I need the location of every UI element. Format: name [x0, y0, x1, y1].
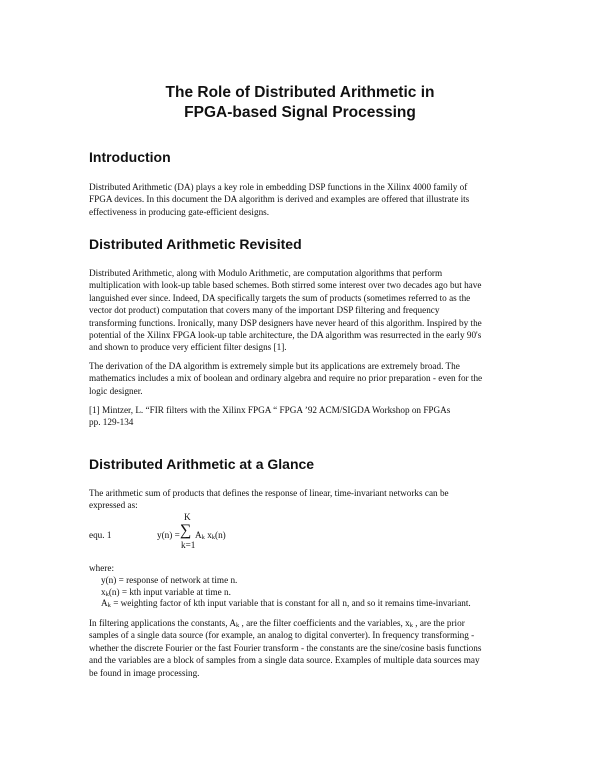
revisited-paragraph-1 [89, 267, 529, 354]
text-line: and the variables are a block of samples from a single data source. Examples of multiple data sources may [89, 655, 480, 666]
summation-upper-limit: K [184, 512, 191, 522]
definition-symbol-end: (n) [108, 587, 120, 597]
text-run: In filtering applications the constants, A [89, 618, 236, 628]
text-line: FPGA devices. In this document the DA algorithm is derived and examples are offered that illustrate its [89, 194, 470, 205]
subscript: k [409, 622, 413, 629]
text-line: potential of the Xilinx FPGA look-up table architecture, the DA algorithm was resurrected in the early 90's [89, 330, 482, 341]
title-line: The Role of Distributed Arithmetic in [165, 84, 435, 101]
summation-symbol: ∑ [180, 522, 192, 539]
reference-citation [89, 404, 529, 429]
equation-lhs: y(n) = [157, 530, 180, 540]
equation-label: equ. 1 [89, 530, 112, 540]
text-line: Distributed Arithmetic, along with Modulo Arithmetic, are computation algorithms that perform [89, 268, 443, 278]
definition-symbol: x [101, 587, 106, 597]
text-line: and shown to produce very efficient filter designs [1]. [89, 342, 287, 353]
text-line: vector dot product) computation that covers many of the important DSP filtering and frequency [89, 305, 440, 316]
glance-intro [89, 487, 529, 512]
definition-row [101, 597, 471, 609]
where-label: where: [89, 563, 114, 573]
text-line: transforming functions. Ironically, many DSP designers have never heard of this algorithm. Inspired by the [89, 317, 482, 328]
text-line: The derivation of the DA algorithm is extremely simple but its applications are extremely broad. The [89, 361, 460, 371]
text-line: multiplication with look-up table based schemes. Both stirred some interest over two decades ago but have [89, 280, 482, 291]
text-line [89, 617, 529, 629]
subscript: k [235, 622, 240, 629]
text-line: whether the discrete Fourier or the fast Fourier transform - the constants are the sine/cosine basis functions [89, 642, 482, 653]
document-title [0, 83, 600, 123]
text-line: languished ever since. Indeed, DA specifically targets the sum of products (sometimes referred to as the [89, 292, 471, 303]
revisited-paragraph-2 [89, 360, 529, 397]
text-line: mathematics includes a mix of boolean and ordinary algebra and require no prior preparation - even for the [89, 373, 483, 384]
title-line: FPGA-based Signal Processing [184, 104, 416, 121]
text-line: effectiveness in producing gate-efficient designs. [89, 206, 270, 217]
definition-text: = weighting factor of kth input variable that is constant for all n, and so it remains time-invariant. [110, 598, 471, 608]
coefficient-symbol: A [195, 530, 202, 540]
subscript: k [201, 534, 205, 541]
text-line: be found in image processing. [89, 667, 200, 678]
text-run: , are the filter coefficients and the variables, x [239, 618, 410, 628]
definition-text: = response of network at time n. [116, 575, 238, 585]
definition-symbol: A [101, 598, 108, 608]
subscript: k [211, 534, 216, 541]
heading-revisited: Distributed Arithmetic Revisited [89, 236, 302, 252]
subscript: k [107, 602, 111, 609]
heading-introduction: Introduction [89, 149, 171, 165]
summation-lower-limit: k=1 [181, 540, 196, 550]
text-line: [1] Mintzer, L. “FIR filters with the Xilinx FPGA “ FPGA ’92 ACM/SIGDA Workshop on FPGAs [89, 405, 451, 415]
text-line: samples of a single data source (for example, an analog to digital converter). In frequency transforming - [89, 630, 475, 641]
definition-symbol: y(n) [101, 575, 117, 585]
text-line: Distributed Arithmetic (DA) plays a key role in embedding DSP functions in the Xilinx 4000 family of [89, 182, 468, 192]
text-run: , are the prior [412, 618, 465, 628]
variable-argument: (n) [215, 530, 226, 540]
text-line: logic designer. [89, 385, 143, 396]
text-line: expressed as: [89, 500, 138, 511]
definition-row [101, 574, 237, 586]
equation-rhs [195, 530, 226, 540]
variable-symbol: x [204, 530, 212, 540]
filtering-paragraph [89, 617, 529, 679]
heading-glance: Distributed Arithmetic at a Glance [89, 456, 315, 472]
definition-text: = kth input variable at time n. [119, 587, 231, 597]
text-line: The arithmetic sum of products that defines the response of linear, time-invariant networks can be [89, 488, 449, 498]
text-line: pp. 129-134 [89, 417, 134, 428]
equation-1 [157, 512, 307, 552]
subscript: k [105, 591, 109, 598]
intro-paragraph [89, 181, 529, 218]
